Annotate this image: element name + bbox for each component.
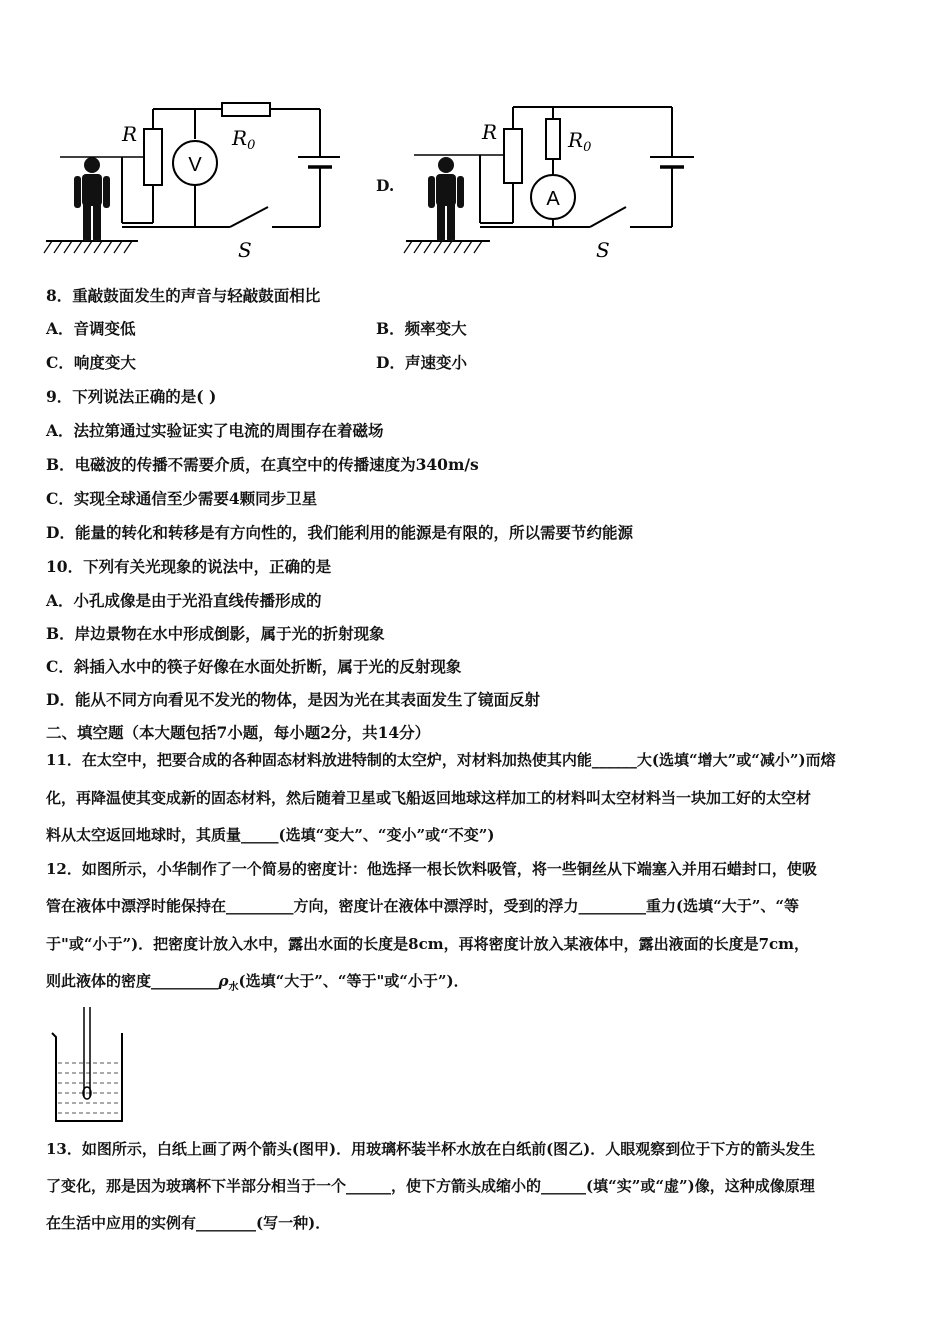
q11-line3: 料从太空返回地球时，其质量_____(选填“变大”、“变小”或“不变”)	[46, 826, 495, 844]
r0-label: $R_0$	[232, 126, 256, 153]
q9-option-c: C．实现全球通信至少需要4颗同步卫星	[46, 489, 318, 508]
svg-text:R: R	[482, 120, 498, 144]
q10-option-a: A．小孔成像是由于光沿直线传播形成的	[46, 591, 322, 610]
svg-text:S: S	[238, 238, 252, 262]
beaker-density-meter-figure	[46, 1005, 136, 1125]
circuit-diagram-ammeter	[400, 95, 700, 265]
q10-option-b: B．岸边景物在水中形成倒影，属于光的折射现象	[46, 624, 385, 643]
circuit-diagram-voltmeter	[40, 95, 340, 265]
person-icon	[74, 157, 110, 241]
section-heading: 二、填空题（本大题包括7小题，每小题2分，共14分）	[46, 723, 431, 742]
q8-option-a: A．音调变低	[46, 319, 136, 338]
svg-text:S: S	[596, 238, 610, 262]
q10-stem: 10．下列有关光现象的说法中，正确的是	[46, 557, 332, 576]
q10-option-d: D．能从不同方向看见不发光的物体，是因为光在其表面发生了镜面反射	[46, 690, 540, 709]
q12-line2: 管在液体中漂浮时能保持在_________方向，密度计在液体中漂浮时，受到的浮力_________重力(选填“大于”、“等	[46, 897, 799, 915]
q8-option-d: D．声速变小	[376, 353, 467, 372]
q13-line2: 了变化，那是因为玻璃杯下半部分相当于一个______，使下方箭头成缩小的______(填“实”或“虚”)像，这种成像原理	[46, 1177, 815, 1195]
q8-stem: 8．重敲鼓面发生的声音与轻敲鼓面相比	[46, 286, 321, 305]
q9-option-a: A．法拉第通过实验证实了电流的周围存在着磁场	[46, 421, 384, 440]
q12-line4: 则此液体的密度$\_\_\_\_\_\_\_\_\_\rho_水$(选填“大于”、“等于"或“小于”)．	[46, 972, 469, 993]
q8-option-c: C．响度变大	[46, 353, 136, 372]
q8-option-b: B．频率变大	[376, 319, 467, 338]
option-d-label: D.	[376, 176, 395, 195]
q12-line1: 12．如图所示，小华制作了一个简易的密度计：他选择一根长饮料吸管，将一些铜丝从下端塞入并用石蜡封口，使吸	[46, 860, 817, 878]
person-icon	[428, 157, 464, 241]
r0-label: $R_0$	[568, 128, 592, 155]
q10-option-c: C．斜插入水中的筷子好像在水面处折断，属于光的反射现象	[46, 657, 462, 676]
q13-line1: 13．如图所示，白纸上画了两个箭头(图甲)．用玻璃杯装半杯水放在白纸前(图乙)．人眼观察到位于下方的箭头发生	[46, 1140, 816, 1158]
q13-line3: 在生活中应用的实例有________(写一种)．	[46, 1214, 331, 1232]
q11-line1: 11．在太空中，把要合成的各种固态材料放进特制的太空炉，对材料加热使其内能______大(选填“增大”或“减小”)而熔	[46, 751, 836, 769]
svg-text:V: V	[188, 154, 202, 176]
svg-text:A: A	[546, 188, 560, 210]
q12-line3: 于"或“小于”)．把密度计放入水中，露出水面的长度是8cm，再将密度计放入某液体中，露出液面的长度是7cm，	[46, 935, 810, 953]
svg-text:R: R	[122, 122, 138, 146]
q9-option-d: D．能量的转化和转移是有方向性的，我们能利用的能源是有限的，所以需要节约能源	[46, 523, 633, 542]
q9-stem: 9．下列说法正确的是( )	[46, 387, 217, 406]
q9-option-b: B．电磁波的传播不需要介质，在真空中的传播速度为340m/s	[46, 455, 479, 474]
q11-line2: 化，再降温使其变成新的固态材料，然后随着卫星或飞船返回地球这样加工的材料叫太空材料当一块加工好的太空材	[46, 789, 812, 807]
